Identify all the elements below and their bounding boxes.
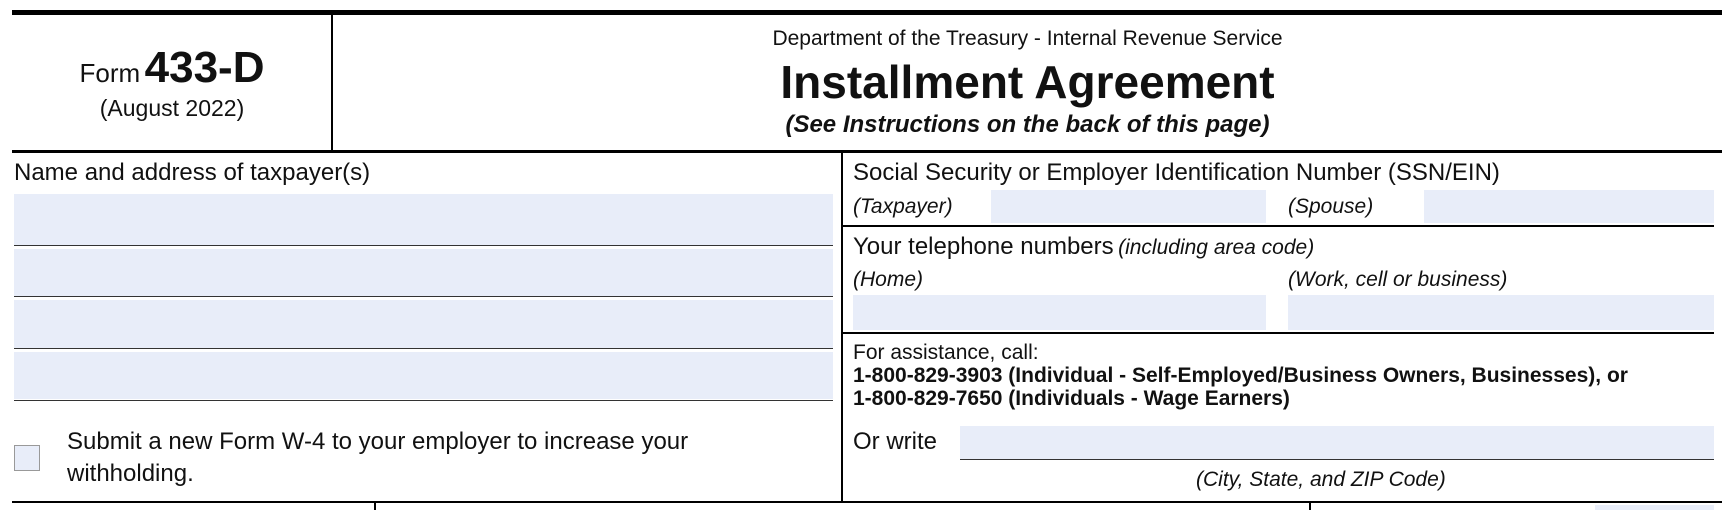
ssn-section-rule xyxy=(843,225,1714,227)
next-row-divider-2 xyxy=(1309,503,1311,510)
work-phone-field[interactable] xyxy=(1288,295,1714,330)
or-write-rule xyxy=(960,459,1714,460)
name-address-line-1[interactable] xyxy=(14,194,833,245)
name-line-4-rule xyxy=(14,400,833,401)
form-number-line xyxy=(12,43,332,93)
form-id-block xyxy=(12,15,332,151)
name-line-3-rule xyxy=(14,348,833,349)
name-address-label: Name and address of taxpayer(s) xyxy=(14,159,371,186)
name-address-line-4[interactable] xyxy=(14,352,833,399)
ssn-label: Social Security or Employer Identification Number (SSN/EIN) xyxy=(853,159,1500,186)
name-address-line-3[interactable] xyxy=(14,300,833,348)
bottom-rule xyxy=(12,501,1722,503)
taxpayer-ssn-field[interactable] xyxy=(991,190,1266,223)
assist-label: For assistance, call: xyxy=(853,341,1039,364)
or-write-label: Or write xyxy=(853,428,937,455)
taxpayer-label: (Taxpayer) xyxy=(853,195,953,218)
agency-line: Department of the Treasury - Internal Revenue Service xyxy=(772,27,1283,50)
title-block xyxy=(333,15,1722,151)
phone-sublabel: (including area code) xyxy=(1118,236,1315,259)
city-state-zip-label: (City, State, and ZIP Code) xyxy=(1196,468,1446,491)
phone-section-rule xyxy=(843,332,1714,334)
assist-phone-1: 1-800-829-3903 (Individual - Self-Employed/Business Owners, Businesses), or xyxy=(853,364,1628,387)
form-revision: (August 2022) xyxy=(99,95,245,121)
phone-label: Your telephone numbers xyxy=(853,233,1114,260)
spouse-ssn-field[interactable] xyxy=(1424,190,1714,223)
w4-text-line-2: withholding. xyxy=(67,460,194,487)
next-row-field-edge[interactable] xyxy=(1595,505,1714,510)
w4-text-line-1: Submit a new Form W-4 to your employer to increase your xyxy=(67,428,689,455)
home-phone-label: (Home) xyxy=(853,268,924,291)
name-line-1-rule xyxy=(14,245,833,246)
name-line-2-rule xyxy=(14,296,833,297)
or-write-field[interactable] xyxy=(960,426,1714,459)
form-subtitle: (See Instructions on the back of this page) xyxy=(785,111,1270,138)
w4-checkbox[interactable] xyxy=(14,445,40,471)
work-phone-label: (Work, cell or business) xyxy=(1288,268,1508,291)
next-row-divider-1 xyxy=(374,503,376,510)
name-address-line-2[interactable] xyxy=(14,249,833,296)
phone-label-line xyxy=(853,233,1314,261)
assist-phone-2: 1-800-829-7650 (Individuals - Wage Earners) xyxy=(853,387,1290,410)
header-bottom-rule xyxy=(12,150,1722,153)
spouse-label: (Spouse) xyxy=(1288,195,1374,218)
column-divider xyxy=(841,152,843,501)
form-number: 433-D xyxy=(144,43,265,92)
home-phone-field[interactable] xyxy=(853,295,1266,330)
form-word: Form xyxy=(79,58,141,88)
form-title: Installment Agreement xyxy=(780,56,1275,108)
